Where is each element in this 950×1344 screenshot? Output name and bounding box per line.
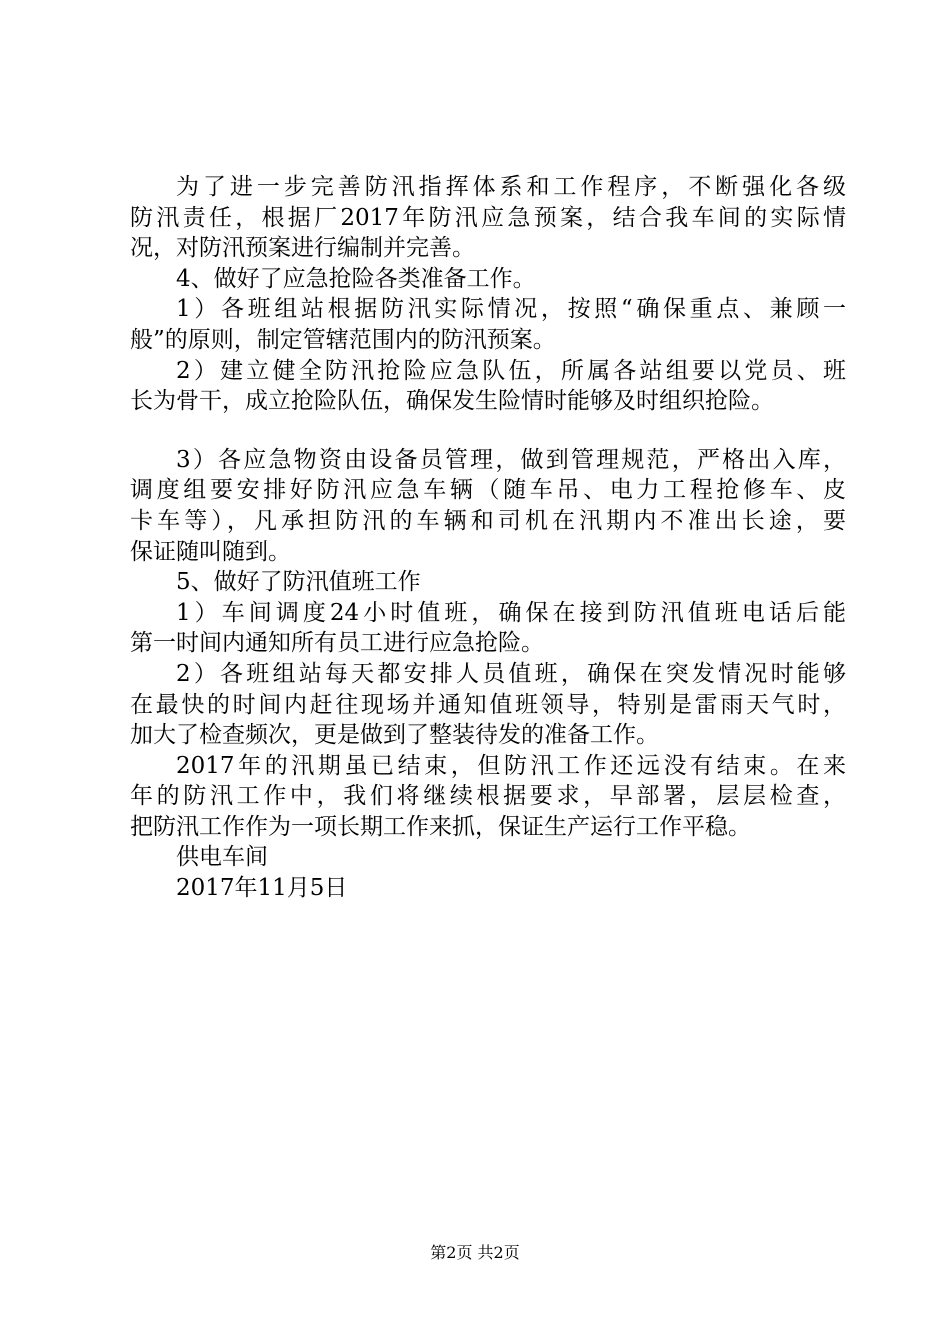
text-line: 长为骨干，成立抢险队伍，确保发生险情时能够及时组织抢险。: [130, 388, 774, 415]
paragraph: [130, 567, 846, 598]
text-line: 2017年11月5日: [176, 875, 348, 902]
text-line: 2）各班组站每天都安排人员值班，确保在突发情况时能够: [176, 660, 846, 687]
text-line: 防汛责任，根据厂2017年防汛应急预案，结合我车间的实际情: [130, 204, 846, 231]
paragraph: [130, 294, 846, 355]
paragraph: [130, 873, 846, 904]
text-line: 4、做好了应急抢险各类准备工作。: [176, 265, 536, 292]
text-line: 加大了检查频次，更是做到了整装待发的准备工作。: [130, 722, 659, 749]
text-line: 2）建立健全防汛抢险应急队伍，所属各站组要以党员、班: [176, 357, 846, 384]
paragraph: [130, 445, 846, 567]
paragraph: [130, 659, 846, 751]
paragraph: [130, 172, 846, 264]
paragraph: [130, 356, 846, 417]
text-line: 1）车间调度24小时值班，确保在接到防汛值班电话后能: [176, 599, 846, 626]
text-line: 3）各应急物资由设备员管理，做到管理规范，严格出入库，: [176, 446, 846, 473]
text-line: 第一时间内通知所有员工进行应急抢险。: [130, 630, 544, 657]
paragraph: [130, 751, 846, 843]
paragraph-gap: [130, 417, 846, 445]
text-line: 供电车间: [176, 844, 268, 871]
text-line: 调度组要安排好防汛应急车辆（随车吊、电力工程抢修车、皮: [130, 477, 846, 504]
text-line: 为了进一步完善防汛指挥体系和工作程序，不断强化各级: [176, 174, 846, 200]
text-line: 把防汛工作作为一项长期工作来抓，保证生产运行工作平稳。: [130, 813, 751, 840]
text-line: 在最快的时间内赶往现场并通知值班领导，特别是雷雨天气时，: [130, 691, 846, 718]
paragraph: [130, 842, 846, 873]
paragraph: [130, 264, 846, 295]
paragraph: [130, 598, 846, 659]
text-line: 般”的原则，制定管辖范围内的防汛预案。: [130, 326, 556, 353]
text-line: 2017年的汛期虽已结束，但防汛工作还远没有结束。在来: [176, 752, 846, 779]
text-line: 况，对防汛预案进行编制并完善。: [130, 235, 475, 262]
text-line: 年的防汛工作中，我们将继续根据要求，早部署，层层检查，: [130, 783, 846, 810]
text-line: 卡车等），凡承担防汛的车辆和司机在汛期内不准出长途，要: [130, 507, 846, 534]
page-footer: 第2页 共2页: [430, 1243, 520, 1262]
text-line: 保证随叫随到。: [130, 538, 291, 565]
text-line: 5、做好了防汛值班工作: [176, 569, 421, 596]
document-body: [130, 172, 846, 904]
text-line: 1）各班组站根据防汛实际情况，按照“确保重点、兼顾一: [176, 296, 846, 323]
